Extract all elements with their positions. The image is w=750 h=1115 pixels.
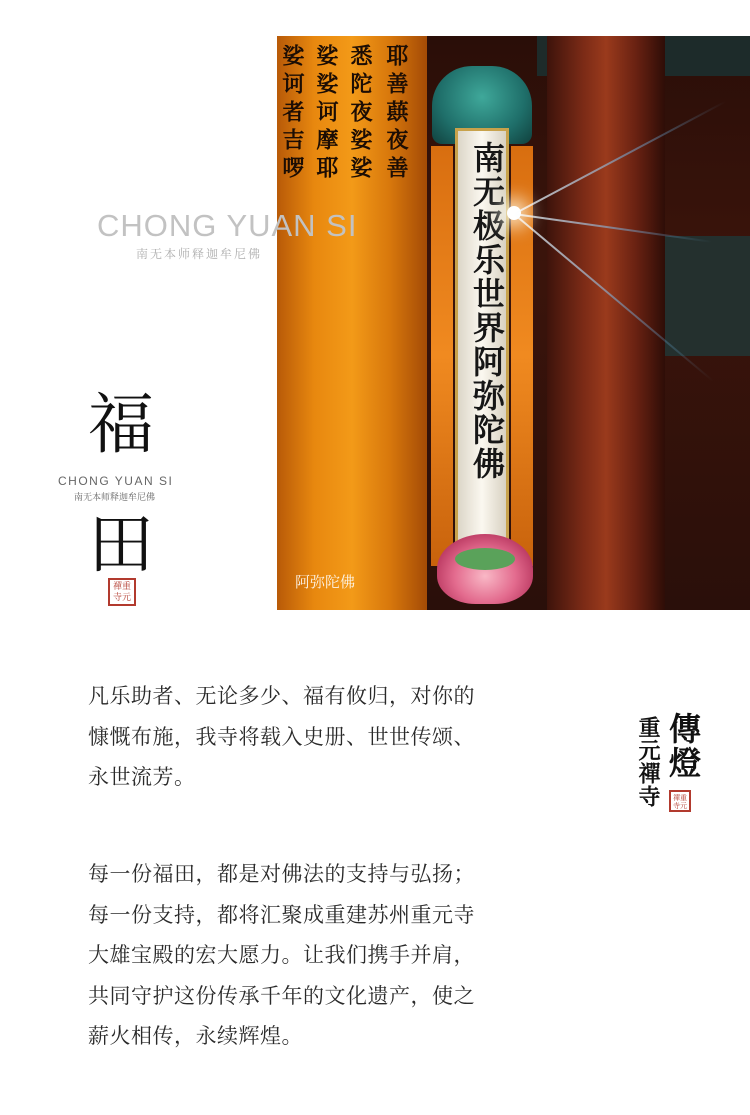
calligraphy-logo: 傳燈 (664, 712, 702, 780)
temple-pillar (547, 36, 665, 610)
title-char-tian: 田 (88, 506, 154, 583)
brand-subtitle-large: 南无本师释迦牟尼佛 (136, 247, 263, 261)
seal-stamp: 禪重 寺元 (108, 578, 136, 606)
cloth-text-column: 娑诃者吉啰 (279, 44, 305, 184)
calligraphy-logo-sub: 重元禪寺 (635, 716, 661, 808)
cloth-text-column: 悉陀夜娑娑 (347, 44, 373, 184)
cloth-text-column: 耶善蕻夜善 (383, 44, 409, 184)
scroll-text: 南无极乐世界阿弥陀佛 (468, 141, 506, 481)
sutra-cloth-left (277, 36, 427, 610)
photo-caption: 阿弥陀佛 (295, 574, 356, 591)
brand-title-large: CHONG YUAN SI (97, 208, 358, 243)
title-char-fu: 福 (88, 386, 154, 463)
body-paragraph: 每一份福田，都是对佛法的支持与弘扬；每一份支持，都将汇聚成重建苏州重元寺大雄宝殿的宏大愿力。让我们携手并肩，共同守护这份传承千年的文化遗产，使之薪火相传，永续辉煌。 (88, 862, 475, 1048)
brand-title-small: CHONG YUAN SI (58, 474, 174, 488)
side-band-left (431, 146, 453, 566)
hanging-scroll (455, 128, 509, 548)
body-paragraph: 凡乐助者、无论多少、福有攸归，对你的慷慨布施，我寺将载入史册、世世传颂、永世流芳。 (88, 684, 475, 789)
brand-subtitle-small: 南无本师释迦牟尼佛 (74, 493, 156, 503)
lotus-pad (455, 548, 515, 570)
cloth-text-column: 娑娑诃摩耶 (313, 44, 339, 184)
logo-seal-stamp: 禪重 寺元 (669, 790, 691, 812)
temple-photo (277, 36, 750, 610)
